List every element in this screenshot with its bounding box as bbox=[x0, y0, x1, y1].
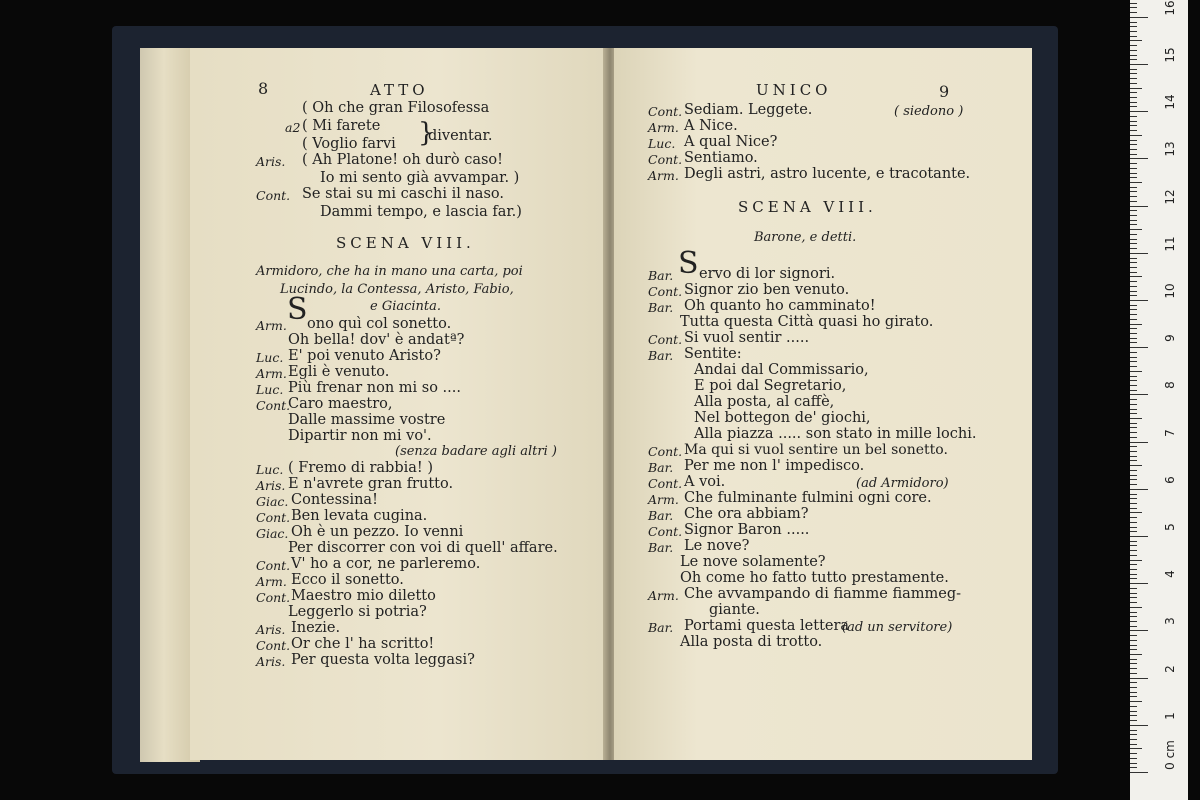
ruler-tick bbox=[1130, 83, 1137, 84]
ruler-tick bbox=[1130, 645, 1137, 646]
stage-direction: Armidoro, che ha in mano una carta, poi bbox=[256, 264, 523, 279]
dialogue-line: Le nove solamente? bbox=[680, 554, 826, 570]
ruler-tick bbox=[1130, 635, 1137, 636]
dialogue-line: Per questa volta leggasi? bbox=[291, 652, 475, 668]
dialogue-line: Oh è un pezzo. Io venni bbox=[291, 524, 464, 540]
speaker: Cont. bbox=[648, 524, 683, 539]
ruler-tick bbox=[1130, 196, 1137, 197]
dialogue-line: Sentite: bbox=[684, 346, 742, 362]
ruler-tick bbox=[1130, 517, 1137, 518]
dialogue-line: Che ora abbiam? bbox=[684, 506, 809, 522]
ruler-tick bbox=[1130, 55, 1137, 56]
ruler-tick bbox=[1130, 338, 1137, 339]
ruler-tick bbox=[1130, 470, 1137, 471]
ruler-tick bbox=[1130, 385, 1137, 386]
ruler-tick bbox=[1130, 578, 1137, 579]
ruler-label: 15 bbox=[1163, 47, 1177, 63]
dialogue-line: A qual Nice? bbox=[684, 134, 778, 150]
ruler-tick bbox=[1130, 229, 1142, 230]
ruler-tick bbox=[1130, 26, 1137, 27]
left-page bbox=[190, 48, 605, 760]
ruler-tick bbox=[1130, 446, 1137, 447]
ruler-tick bbox=[1130, 328, 1137, 329]
ruler-tick bbox=[1130, 753, 1137, 754]
ruler-tick bbox=[1130, 696, 1137, 697]
ruler-tick bbox=[1130, 267, 1137, 268]
ruler-tick bbox=[1130, 276, 1142, 277]
ruler-tick bbox=[1130, 210, 1137, 211]
ruler-tick bbox=[1130, 758, 1137, 759]
ruler-label: 8 bbox=[1163, 381, 1177, 390]
speaker: Bar. bbox=[648, 300, 674, 315]
speaker: Arm. bbox=[648, 492, 679, 507]
ruler-label: 16 bbox=[1163, 0, 1177, 16]
ruler-tick bbox=[1130, 494, 1137, 495]
dialogue-line: Caro maestro, bbox=[288, 396, 393, 412]
verse-line: ( Oh che gran Filosofessa bbox=[302, 100, 490, 116]
ruler-label: 6 bbox=[1163, 475, 1177, 484]
scene-title-left: SCENA VIII. bbox=[336, 234, 475, 252]
ruler-tick bbox=[1130, 772, 1148, 773]
ruler-tick bbox=[1130, 206, 1148, 207]
ruler-tick bbox=[1130, 31, 1137, 32]
ruler-tick bbox=[1130, 272, 1137, 273]
ruler-tick bbox=[1130, 663, 1137, 664]
ruler-tick bbox=[1130, 144, 1137, 145]
ruler-tick bbox=[1130, 125, 1137, 126]
ruler-tick bbox=[1130, 597, 1137, 598]
speaker: Aris. bbox=[256, 154, 286, 169]
dialogue-line: Andai dal Commissario, bbox=[694, 362, 869, 378]
ruler-tick bbox=[1130, 616, 1137, 617]
dialogue-line: Che fulminante fulmini ogni core. bbox=[684, 490, 932, 506]
ruler-tick bbox=[1130, 286, 1137, 287]
ruler-tick bbox=[1130, 45, 1137, 46]
ruler-tick bbox=[1130, 78, 1137, 79]
ruler-tick bbox=[1130, 92, 1137, 93]
ruler-tick bbox=[1130, 512, 1142, 513]
stage-direction: Barone, e detti. bbox=[754, 230, 857, 245]
dialogue-line: Contessina! bbox=[291, 492, 378, 508]
ruler-tick bbox=[1130, 59, 1137, 60]
speaker: Cont. bbox=[256, 510, 291, 525]
measuring-ruler bbox=[1130, 0, 1188, 800]
ruler-tick bbox=[1130, 3, 1137, 4]
speaker: Arm. bbox=[256, 366, 287, 381]
dialogue-line: Tutta questa Città quasi ho girato. bbox=[680, 314, 934, 330]
speaker: Cont. bbox=[648, 332, 683, 347]
ruler-tick bbox=[1130, 64, 1148, 65]
speaker: Cont. bbox=[648, 152, 683, 167]
stage-aside: (ad un servitore) bbox=[842, 620, 953, 635]
dialogue-line: Or che l' ha scritto! bbox=[291, 636, 435, 652]
ruler-tick bbox=[1130, 564, 1137, 565]
ruler-tick bbox=[1130, 182, 1142, 183]
ruler-tick bbox=[1130, 767, 1137, 768]
ruler-tick bbox=[1130, 479, 1137, 480]
ruler-tick bbox=[1130, 201, 1137, 202]
ruler-tick bbox=[1130, 324, 1142, 325]
ruler-tick bbox=[1130, 168, 1137, 169]
ruler-tick bbox=[1130, 574, 1137, 575]
ruler-tick bbox=[1130, 258, 1137, 259]
speaker: Arm. bbox=[648, 588, 679, 603]
ruler-tick bbox=[1130, 36, 1137, 37]
ruler-tick bbox=[1130, 413, 1137, 414]
ruler-tick bbox=[1130, 687, 1137, 688]
dialogue-line: Alla posta, al caffè, bbox=[694, 394, 835, 410]
ruler-tick bbox=[1130, 706, 1137, 707]
dialogue-line: Oh bella! dov' è andatª? bbox=[288, 332, 465, 348]
ruler-label: 0 cm bbox=[1163, 740, 1177, 770]
ruler-tick bbox=[1130, 291, 1137, 292]
ruler-tick bbox=[1130, 427, 1137, 428]
ruler-tick bbox=[1130, 602, 1137, 603]
ruler-tick bbox=[1130, 121, 1137, 122]
ruler-tick bbox=[1130, 588, 1137, 589]
ruler-tick bbox=[1130, 12, 1137, 13]
speaker: Cont. bbox=[256, 638, 291, 653]
ruler-tick bbox=[1130, 475, 1137, 476]
speaker: Luc. bbox=[256, 382, 284, 397]
ruler-tick bbox=[1130, 88, 1142, 89]
ruler-tick bbox=[1130, 465, 1142, 466]
ruler-tick bbox=[1130, 668, 1137, 669]
ruler-tick bbox=[1130, 725, 1148, 726]
ruler-tick bbox=[1130, 673, 1137, 674]
ruler-label: 7 bbox=[1163, 428, 1177, 437]
ruler-tick bbox=[1130, 376, 1137, 377]
ruler-tick bbox=[1130, 187, 1137, 188]
page-number-left: 8 bbox=[258, 79, 269, 98]
dialogue-line: A voi. bbox=[684, 474, 726, 490]
ruler-tick bbox=[1130, 527, 1137, 528]
ruler-tick bbox=[1130, 177, 1137, 178]
ruler-tick bbox=[1130, 555, 1137, 556]
speaker: Luc. bbox=[256, 462, 284, 477]
ruler-tick bbox=[1130, 451, 1137, 452]
ruler-tick bbox=[1130, 508, 1137, 509]
running-head-right: UNICO bbox=[756, 81, 832, 99]
dialogue-line: Egli è venuto. bbox=[288, 364, 390, 380]
ruler-tick bbox=[1130, 111, 1148, 112]
ruler-label: 11 bbox=[1163, 236, 1177, 252]
stage-aside: (ad Armidoro) bbox=[856, 476, 949, 491]
ruler-tick bbox=[1130, 649, 1137, 650]
ruler-label: 3 bbox=[1163, 617, 1177, 626]
ruler-label: 2 bbox=[1163, 664, 1177, 673]
speaker: Cont. bbox=[648, 284, 683, 299]
ruler-tick bbox=[1130, 730, 1137, 731]
verse-line: Se stai su mi caschi il naso. bbox=[302, 186, 504, 202]
dialogue-line: Per discorrer con voi di quell' affare. bbox=[288, 540, 558, 556]
ruler-tick bbox=[1130, 536, 1148, 537]
ruler-tick bbox=[1130, 399, 1137, 400]
speaker: Arm. bbox=[256, 318, 287, 333]
ruler-tick bbox=[1130, 437, 1137, 438]
dialogue-line: Sediam. Leggete. bbox=[684, 102, 813, 118]
drop-cap-left: S bbox=[287, 292, 308, 327]
ruler-tick bbox=[1130, 116, 1137, 117]
dialogue-line: Oh come ho fatto tutto prestamente. bbox=[680, 570, 949, 586]
ruler-tick bbox=[1130, 300, 1148, 301]
dialogue-line: Sentiamo. bbox=[684, 150, 758, 166]
ruler-tick bbox=[1130, 239, 1137, 240]
ruler-tick bbox=[1130, 248, 1137, 249]
ruler-tick bbox=[1130, 390, 1137, 391]
dialogue-line: ( Fremo di rabbia! ) bbox=[288, 460, 433, 476]
ruler-tick bbox=[1130, 678, 1148, 679]
dialogue-line: E poi dal Segretario, bbox=[694, 378, 847, 394]
ruler-tick bbox=[1130, 224, 1137, 225]
dialogue-line: E n'avrete gran frutto. bbox=[288, 476, 454, 492]
ruler-tick bbox=[1130, 522, 1137, 523]
dialogue-line: Nel bottegon de' giochi, bbox=[694, 410, 871, 426]
ruler-tick bbox=[1130, 342, 1137, 343]
dialogue-line: Oh quanto ho camminato! bbox=[684, 298, 876, 314]
stage-aside: ( siedono ) bbox=[894, 104, 964, 119]
ruler-tick bbox=[1130, 102, 1137, 103]
dialogue-line: Signor Baron ..... bbox=[684, 522, 810, 538]
ruler-tick bbox=[1130, 763, 1137, 764]
ruler-tick bbox=[1130, 682, 1137, 683]
ruler-tick bbox=[1130, 135, 1142, 136]
ruler-tick bbox=[1130, 659, 1137, 660]
speaker: Cont. bbox=[256, 558, 291, 573]
ruler-tick bbox=[1130, 744, 1137, 745]
ruler-tick bbox=[1130, 352, 1137, 353]
ruler-tick bbox=[1130, 640, 1137, 641]
ruler-label: 14 bbox=[1163, 94, 1177, 110]
dialogue-line: E' poi venuto Aristo? bbox=[288, 348, 441, 364]
ruler-tick bbox=[1130, 215, 1137, 216]
dialogue-line: Ma qui si vuol sentire un bel sonetto. bbox=[684, 442, 948, 458]
dialogue-line: Si vuol sentir ..... bbox=[684, 330, 810, 346]
ruler-tick bbox=[1130, 498, 1137, 499]
dialogue-line: A Nice. bbox=[684, 118, 738, 134]
dialogue-line: Portami questa lettera bbox=[684, 618, 850, 634]
ruler-tick bbox=[1130, 503, 1137, 504]
speaker: Cont. bbox=[256, 398, 291, 413]
dialogue-line: Leggerlo si potria? bbox=[288, 604, 427, 620]
ruler-tick bbox=[1130, 191, 1137, 192]
ruler-tick bbox=[1130, 739, 1137, 740]
speaker: Aris. bbox=[256, 622, 286, 637]
ruler-tick bbox=[1130, 692, 1137, 693]
ruler-tick bbox=[1130, 50, 1137, 51]
ruler-tick bbox=[1130, 97, 1137, 98]
verse-line: ( Ah Platone! oh durò caso! bbox=[302, 152, 503, 168]
ruler-tick bbox=[1130, 69, 1137, 70]
ruler-tick bbox=[1130, 720, 1137, 721]
ruler-tick bbox=[1130, 7, 1137, 8]
verse-line: ( Voglio farvi bbox=[302, 136, 396, 152]
ruler-label: 12 bbox=[1163, 188, 1177, 205]
stage-direction: e Giacinta. bbox=[370, 299, 442, 314]
dialogue-line: V' ho a cor, ne parleremo. bbox=[291, 556, 481, 572]
ruler-tick bbox=[1130, 432, 1137, 433]
ruler-tick bbox=[1130, 409, 1137, 410]
verse-line: Io mi sento già avvampar. ) bbox=[320, 170, 520, 186]
stage-direction: (senza badare agli altri ) bbox=[395, 444, 557, 459]
dialogue-line: Dalle massime vostre bbox=[288, 412, 446, 428]
ruler-tick bbox=[1130, 173, 1137, 174]
speaker: Giac. bbox=[256, 526, 289, 541]
ruler-tick bbox=[1130, 163, 1137, 164]
brace-word: diventar. bbox=[428, 128, 493, 144]
dialogue-line: giante. bbox=[709, 602, 760, 618]
ruler-tick bbox=[1130, 531, 1137, 532]
ruler-tick bbox=[1130, 593, 1137, 594]
ruler-tick bbox=[1130, 130, 1137, 131]
dialogue-line: Che avvampando di fiamme fiammeg- bbox=[684, 586, 962, 602]
ruler-tick bbox=[1130, 309, 1137, 310]
speaker: a2 bbox=[285, 120, 301, 135]
speaker: Arm. bbox=[648, 168, 679, 183]
ruler-tick bbox=[1130, 394, 1148, 395]
ruler-tick bbox=[1130, 569, 1137, 570]
scene-title-right: SCENA VIII. bbox=[738, 198, 877, 216]
ruler-tick bbox=[1130, 140, 1137, 141]
speaker: Aris. bbox=[256, 654, 286, 669]
brace-mark: } bbox=[418, 118, 435, 148]
speaker: Cont. bbox=[256, 590, 291, 605]
ruler-tick bbox=[1130, 748, 1142, 749]
running-head-left: ATTO bbox=[370, 81, 429, 99]
ruler-tick bbox=[1130, 106, 1137, 107]
ruler-tick bbox=[1130, 220, 1137, 221]
right-page bbox=[614, 48, 1032, 760]
ruler-tick bbox=[1130, 607, 1142, 608]
ruler-label: 4 bbox=[1163, 570, 1177, 579]
ruler-tick bbox=[1130, 715, 1137, 716]
dialogue-line: Maestro mio diletto bbox=[291, 588, 436, 604]
dialogue-line: Alla piazza ..... son stato in mille lochi. bbox=[694, 426, 977, 442]
ruler-tick bbox=[1130, 319, 1137, 320]
speaker: Bar. bbox=[648, 348, 674, 363]
ruler-tick bbox=[1130, 380, 1137, 381]
ruler-tick bbox=[1130, 17, 1148, 18]
ruler-tick bbox=[1130, 456, 1137, 457]
dialogue-line: ono quì col sonetto. bbox=[307, 316, 452, 332]
speaker: Cont. bbox=[648, 104, 683, 119]
speaker: Arm. bbox=[256, 574, 287, 589]
speaker: Aris. bbox=[256, 478, 286, 493]
ruler-tick bbox=[1130, 654, 1142, 655]
speaker: Bar. bbox=[648, 268, 674, 283]
ruler-tick bbox=[1130, 626, 1137, 627]
ruler-label: 13 bbox=[1163, 141, 1177, 158]
ruler-label: 1 bbox=[1163, 711, 1177, 720]
ruler-tick bbox=[1130, 404, 1137, 405]
dialogue-line: Inezie. bbox=[291, 620, 341, 636]
ruler-tick bbox=[1130, 281, 1137, 282]
ruler-label: 9 bbox=[1163, 334, 1177, 343]
dialogue-line: Signor zio ben venuto. bbox=[684, 282, 850, 298]
speaker: Cont. bbox=[648, 476, 683, 491]
stage-direction: Lucindo, la Contessa, Aristo, Fabio, bbox=[280, 282, 514, 297]
verse-line: ( Mi farete bbox=[302, 118, 381, 134]
speaker: Cont. bbox=[648, 444, 683, 459]
ruler-tick bbox=[1130, 366, 1137, 367]
ruler-tick bbox=[1130, 361, 1137, 362]
ruler-tick bbox=[1130, 154, 1137, 155]
dialogue-line: Alla posta di trotto. bbox=[680, 634, 823, 650]
dialogue-line: Degli astri, astro lucente, e tracotante. bbox=[684, 166, 971, 182]
ruler-tick bbox=[1130, 460, 1137, 461]
page-number-right: 9 bbox=[939, 82, 950, 101]
dialogue-line: Più frenar non mi so .... bbox=[288, 380, 461, 396]
ruler-tick bbox=[1130, 583, 1148, 584]
speaker: Luc. bbox=[256, 350, 284, 365]
drop-cap-right: S bbox=[678, 246, 699, 281]
ruler-tick bbox=[1130, 243, 1137, 244]
ruler-tick bbox=[1130, 262, 1137, 263]
dialogue-line: Ben levata cugina. bbox=[291, 508, 428, 524]
ruler-label: 5 bbox=[1163, 523, 1177, 531]
ruler-tick bbox=[1130, 711, 1137, 712]
speaker: Giac. bbox=[256, 494, 289, 509]
verse-line: Dammi tempo, e lascia far.) bbox=[320, 204, 522, 220]
speaker: Arm. bbox=[648, 120, 679, 135]
ruler-tick bbox=[1130, 149, 1137, 150]
dialogue-line: ervo di lor signori. bbox=[699, 266, 836, 282]
speaker: Cont. bbox=[256, 188, 291, 203]
ruler-tick bbox=[1130, 295, 1137, 296]
ruler-tick bbox=[1130, 545, 1137, 546]
ruler-tick bbox=[1130, 612, 1137, 613]
ruler-tick bbox=[1130, 158, 1148, 159]
ruler-tick bbox=[1130, 701, 1142, 702]
ruler-tick bbox=[1130, 484, 1137, 485]
ruler-tick bbox=[1130, 314, 1137, 315]
speaker: Bar. bbox=[648, 508, 674, 523]
ruler-tick bbox=[1130, 423, 1137, 424]
ruler-tick bbox=[1130, 442, 1148, 443]
dialogue-line: Per me non l' impedisco. bbox=[684, 458, 865, 474]
ruler-tick bbox=[1130, 305, 1137, 306]
ruler-tick bbox=[1130, 347, 1148, 348]
ruler-tick bbox=[1130, 73, 1137, 74]
ruler-tick bbox=[1130, 560, 1142, 561]
speaker: Bar. bbox=[648, 540, 674, 555]
dialogue-line: Ecco il sonetto. bbox=[291, 572, 404, 588]
ruler-tick bbox=[1130, 489, 1148, 490]
ruler-tick bbox=[1130, 40, 1142, 41]
ruler-tick bbox=[1130, 357, 1137, 358]
ruler-tick bbox=[1130, 621, 1137, 622]
speaker: Bar. bbox=[648, 460, 674, 475]
ruler-tick bbox=[1130, 234, 1137, 235]
dialogue-line: Le nove? bbox=[684, 538, 750, 554]
ruler-tick bbox=[1130, 253, 1148, 254]
ruler-tick bbox=[1130, 550, 1137, 551]
ruler-tick bbox=[1130, 734, 1137, 735]
speaker: Bar. bbox=[648, 620, 674, 635]
ruler-tick bbox=[1130, 333, 1137, 334]
ruler-tick bbox=[1130, 22, 1137, 23]
speaker: Luc. bbox=[648, 136, 676, 151]
ruler-tick bbox=[1130, 541, 1137, 542]
ruler-tick bbox=[1130, 418, 1142, 419]
ruler-tick bbox=[1130, 630, 1148, 631]
dialogue-line: Dipartir non mi vo'. bbox=[288, 428, 432, 444]
ruler-tick bbox=[1130, 371, 1142, 372]
ruler-label: 10 bbox=[1163, 283, 1177, 299]
